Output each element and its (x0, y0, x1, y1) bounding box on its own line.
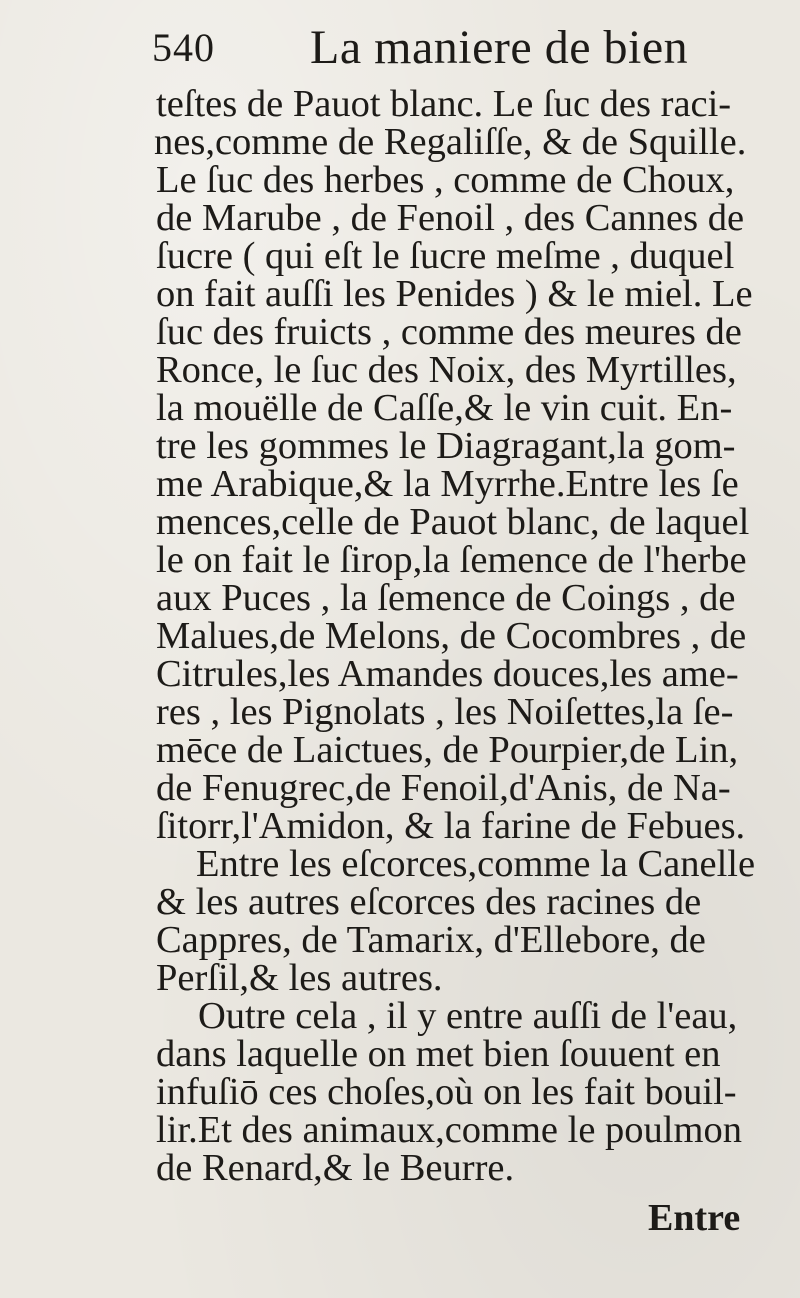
text-line: Cappres, de Tamarix, d'Ellebore, de (156, 919, 706, 961)
page-number: 540 (152, 25, 215, 70)
text-line: Outre cela , il y entre auſſi de l'eau, (198, 995, 738, 1037)
text-line: res , les Pignolats , les Noiſettes,la ſe- (156, 691, 734, 733)
text-line: lir.Et des animaux,comme le poulmon (156, 1109, 742, 1151)
text-line: aux Puces , la ſemence de Coings , de (156, 577, 736, 619)
text-line: la mouëlle de Caſſe,& le vin cuit. En- (156, 387, 733, 429)
text-line: Perſil,& les autres. (156, 957, 443, 999)
text-line: le on fait le ſirop,la ſemence de l'herbe (156, 539, 747, 581)
text-line: mēce de Laictues, de Pourpier,de Lin, (156, 729, 739, 771)
text-line: Entre les eſcorces,comme la Canelle (196, 843, 756, 885)
text-line: mences,celle de Pauot blanc, de laquel (156, 501, 750, 543)
running-head: La maniere de bien (310, 21, 689, 74)
text-line: de Marube , de Fenoil , des Cannes de (156, 197, 745, 239)
text-line: me Arabique,& la Myrrhe.Entre les ſe (156, 463, 739, 505)
text-line: Ronce, le ſuc des Noix, des Myrtilles, (156, 349, 737, 391)
text-line: Citrules,les Amandes douces,les ame- (156, 653, 739, 695)
text-line: Le ſuc des herbes , comme de Choux, (156, 159, 735, 201)
text-line: & les autres eſcorces des racines de (156, 881, 702, 923)
text-line: ſitorr,l'Amidon, & la farine de Febues. (156, 805, 746, 847)
text-line: on fait auſſi les Penides ) & le miel. Le (156, 273, 753, 315)
text-line: nes,comme de Regaliſſe, & de Squille. (154, 121, 747, 163)
text-line: Malues,de Melons, de Cocombres , de (156, 615, 747, 657)
text-line: dans laquelle on met bien ſouuent en (156, 1033, 721, 1075)
text-line: teſtes de Pauot blanc. Le ſuc des raci- (156, 83, 732, 125)
text-line: de Fenugrec,de Fenoil,d'Anis, de Na- (156, 767, 731, 809)
text-line: ſucre ( qui eſt le ſucre meſme , duquel (156, 235, 735, 277)
page-header (0, 18, 800, 78)
text-line: ſuc des fruicts , comme des meures de (156, 311, 742, 353)
text-line: infuſiō ces choſes,où on les fait bouil- (156, 1071, 737, 1113)
text-line: de Renard,& le Beurre. (156, 1147, 515, 1189)
text-line: tre les gommes le Diagragant,la gom- (156, 425, 736, 467)
catchword: Entre (648, 1197, 741, 1239)
